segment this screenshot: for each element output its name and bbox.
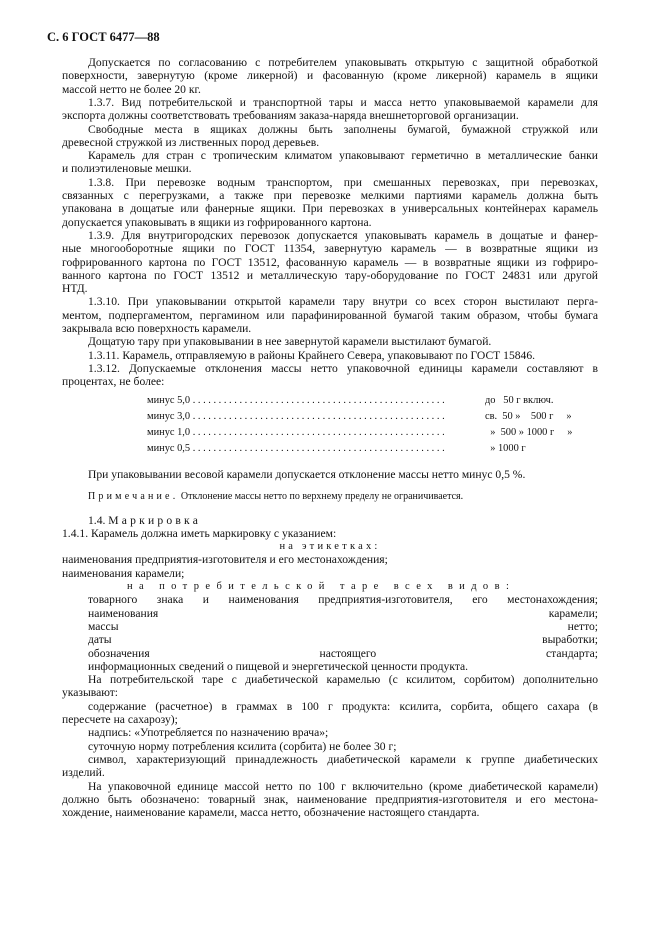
text-line: 1.3.8. При перевозке водным транспортом, при смешанных перевозках, при перевозках,: [88, 175, 598, 189]
subheading: на потребительской таре всех видов:: [127, 581, 516, 592]
tolerance-value: [147, 394, 467, 408]
text-line: указывают:: [62, 686, 119, 700]
text-line: допускается упаковывать в ящики из гофрированного картона.: [62, 215, 372, 229]
text-line: Допускается по согласованию с потребителем упаковывать открытую с защитной обработкой: [88, 56, 598, 69]
text-line: наименования предприятия-изготовителя и его местонахождения;: [62, 553, 388, 567]
text-line: упакована в дощатые или фанерные ящики. При перевозках в универсальных контейнерах карамель: [62, 202, 598, 216]
text-line: 1.3.11. Карамель, отправляемую в районы Крайнего Севера, упаковывают по ГОСТ 15846.: [88, 348, 536, 362]
text-line: поверхности, завернутую (кроме ликерной) и фасованную (кроме ликерной) карамель в ящики: [62, 69, 598, 83]
text-line: наименования карамели;: [88, 606, 598, 620]
tolerance-value: [147, 442, 467, 456]
mass-range: » 500 » 1000 г »: [485, 427, 573, 439]
text-line: На упаковочной единице массой нетто по 100 г включительно (кроме диабетической карамели): [88, 779, 598, 793]
dot-leader: . . . . . . . . . . . . . . . . . . . . . . . . . . . . . . . . . . . . . . . . . . . . . . . . .: [190, 427, 445, 439]
text-line: НТД.: [62, 282, 88, 296]
text-line: экспорта должны соответствовать требованиям заказа-наряда внешнеторговой организации.: [62, 109, 519, 123]
text-line: массы нетто;: [88, 619, 598, 633]
text-line: надпись: «Употребляется по назначению врача»;: [88, 726, 329, 740]
tolerance-label: минус 3,0: [147, 411, 191, 423]
tolerance-row: [147, 426, 573, 440]
mass-range: до 50 г включ.: [485, 395, 554, 407]
note-text: Отклонение массы нетто по верхнему пределу не ограничивается.: [178, 490, 464, 502]
dot-leader: . . . . . . . . . . . . . . . . . . . . . . . . . . . . . . . . . . . . . . . . . . . . . . . . .: [190, 411, 445, 423]
text-line: При упаковывании весовой карамели допускается отклонение массы нетто минус 0,5 %.: [88, 467, 526, 481]
tolerance-label: минус 0,5: [147, 443, 191, 455]
text-line: связанных с перегрузками, а также при перевозке мелкими партиями карамель должна быть: [62, 189, 598, 202]
text-line: гофрированного картона по ГОСТ 13512, фасованную карамель — в возвратные ящики из гофриро-: [62, 255, 598, 269]
text-line: пересчете на сахарозу);: [62, 713, 178, 726]
text-line: ментом, подпергаментом, пергамином или парафинированной бумагой таким образом, чтобы бумага: [62, 308, 598, 322]
text-line: 1.3.9. Для внутригородских перевозок допускается упаковывать карамель в дощатые и фанер-: [88, 228, 598, 242]
text-line: массой нетто не более 20 кг.: [62, 82, 201, 96]
note: [62, 490, 598, 504]
text-line: обозначения настоящего стандарта;: [88, 646, 598, 660]
text-line: хождение, наименование карамели, масса нетто, обозначение настоящего стандарта.: [62, 806, 480, 820]
tolerance-row: [147, 410, 572, 424]
mass-range: св. 50 » 500 г »: [485, 411, 572, 423]
section-number: 1.4.: [88, 513, 109, 527]
text-line: изделий.: [62, 766, 105, 780]
subheading: на этикетках:: [279, 541, 381, 553]
text-line: товарного знака и наименования предприятия-изготовителя, его местонахождения;: [88, 593, 598, 607]
text-line: наименования карамели;: [62, 566, 185, 580]
text-line: На потребительской таре с диабетической карамелью (с ксилитом, сорбитом) дополнительно: [88, 673, 598, 687]
tolerance-row: [147, 394, 554, 408]
text-line: ванного картона по ГОСТ 13512 и металлическую тару-оборудование по ГОСТ 24831 или другой: [62, 268, 598, 282]
text-line: и полиэтиленовые мешки.: [62, 162, 192, 176]
dot-leader: . . . . . . . . . . . . . . . . . . . . . . . . . . . . . . . . . . . . . . . . . . . . . . . . .: [190, 395, 445, 407]
text-line: суточную норму потребления ксилита (сорбита) не более 30 г;: [88, 739, 397, 753]
text-line: 1.3.12. Допускаемые отклонения массы нетто упаковочной единицы карамели составляют в: [88, 361, 598, 375]
text-line: Карамель для стран с тропическим климатом упаковывают герметично в металлические банки: [88, 149, 598, 163]
mass-range: » 1000 г: [485, 443, 526, 455]
text-line: даты выработки;: [88, 633, 598, 647]
text-line: процентах, не более:: [62, 375, 165, 389]
text-line: символ, характеризующий принадлежность диабетической карамели к группе диабетических: [88, 752, 598, 766]
text-line: содержание (расчетное) в граммах в 100 г продукта: ксилита, сорбита, общего сахара (в: [88, 699, 598, 713]
section-title: Маркировка: [108, 513, 202, 527]
dot-leader: . . . . . . . . . . . . . . . . . . . . . . . . . . . . . . . . . . . . . . . . . . . . . . . . .: [190, 443, 445, 455]
text-line: информационных сведений о пищевой и энергетической ценности продукта.: [88, 659, 469, 673]
section-heading: [62, 514, 598, 528]
tolerance-label: минус 5,0: [147, 395, 191, 407]
tolerance-value: [147, 426, 467, 440]
note-label: Примечание.: [88, 490, 179, 502]
text-line: Дощатую тару при упаковывании в нее завернутой карамели выстилают бумагой.: [88, 335, 492, 349]
text-line: древесной стружкой из лиственных пород деревьев.: [62, 135, 320, 149]
page-header: С. 6 ГОСТ 6477—88: [47, 30, 160, 44]
tolerance-value: [147, 410, 467, 424]
text-line: Свободные места в ящиках должны быть заполнены бумагой, бумажной стружкой или: [88, 122, 598, 136]
tolerance-row: [147, 442, 526, 456]
text-line: должно быть обозначено: товарный знак, наименование предприятия-изготовителя и его местона-: [62, 792, 598, 806]
text-line: 1.3.7. Вид потребительской и транспортной тары и масса нетто упаковываемой карамели для: [88, 95, 598, 109]
tolerance-label: минус 1,0: [147, 427, 191, 439]
text-line: 1.3.10. При упаковывании открытой карамели тару внутри со всех сторон выстилают перга-: [88, 295, 598, 309]
text-line: ные многооборотные ящики по ГОСТ 11354, завернутую карамель — в возвратные ящики из: [62, 242, 598, 256]
text-line: 1.4.1. Карамель должна иметь маркировку с указанием:: [62, 526, 337, 540]
text-line: закрывала всю поверхность карамели.: [62, 322, 252, 335]
